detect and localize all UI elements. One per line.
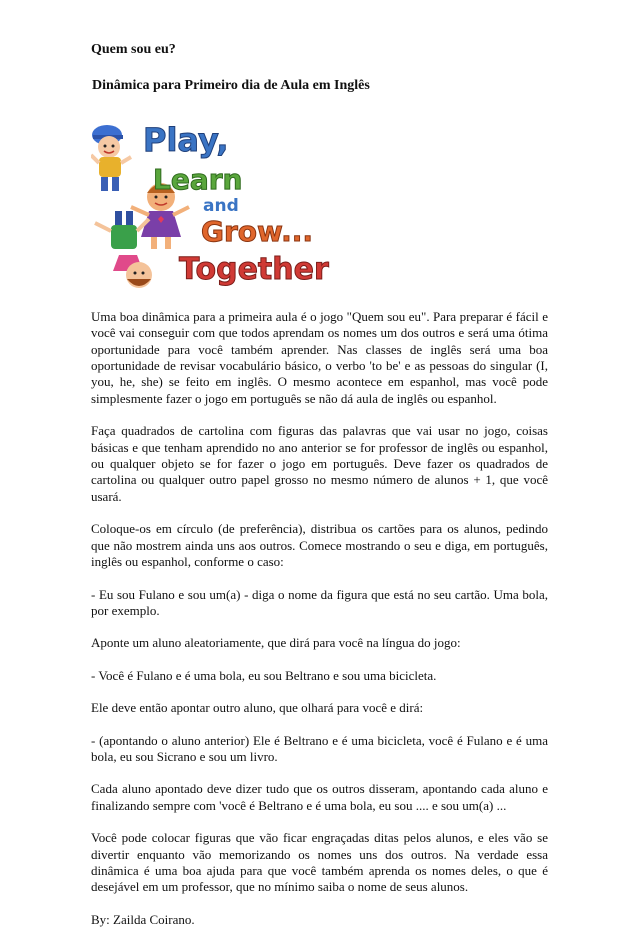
paragraph-example-2: - Você é Fulano e é uma bola, eu sou Beltrano e sou uma bicicleta. [91,667,437,683]
author-signature: By: Zailda Coirano. [91,911,195,927]
word-and: and [203,195,239,216]
word-learn: Learn [153,162,243,196]
document-page [91,30,548,928]
paragraph-example-1: - Eu sou Fulano e sou um(a) - diga o nome da figura que está no seu cartão. Uma bola, por exemplo. [91,586,548,618]
paragraph-example-3: - (apontando o aluno anterior) Ele é Beltrano e é uma bicicleta, você é Fulano e é uma bola, eu sou Sicrano e sou um livro. [91,732,548,764]
word-grow: Grow... [201,214,314,248]
word-together: Together! [179,251,331,287]
paragraph-conclusion: Você pode colocar figuras que vão ficar engraçadas ditas pelos alunos, e eles vão se divertir enquanto vão memorizando os nomes uns dos outros. Na verdade essa dinâmica é uma boa ajuda para que você também aprenda os nomes deles, o que é desejável em um professor, que no mínimo saiba o nome de seus alunos. [91,830,548,895]
word-play: Play, [143,120,229,159]
kid-green-shirt-icon [95,211,152,288]
paragraph-circle: Coloque-os em círculo (de preferência), distribua os cartões para os alunos, pedindo que não mostrem ainda uns aos outros. Comece mostrando o seu e diga, em português, inglês ou espanhol, conforme o caso: [91,521,548,570]
paragraph-each-student: Cada aluno apontado deve dizer tudo que os outros disseram, apontando cada aluno e finalizando sempre com 'você é Beltrano e é uma bola, eu sou .... e sou um(a) ... [91,781,548,813]
document-title: Quem sou eu? [91,42,176,57]
paragraph-point-student: Aponte um aluno aleatoriamente, que dirá para você na língua do jogo: [91,635,461,651]
kids-clipart-image [91,115,331,295]
kid-blue-cap-icon [91,125,131,191]
paragraph-next-student: Ele deve então apontar outro aluno, que olhará para você e dirá: [91,700,424,716]
paragraph-intro: Uma boa dinâmica para a primeira aula é o jogo "Quem sou eu". Para preparar é fácil e você vai conseguir com que todos aprendam os nomes um dos outros e será uma ótima oportunidade para você também aprender. Nas classes de inglês será uma boa oportunidade de revisar vocabulário básico, o verbo 'to be' e as pessoas do singular (I, you, he, she) se feito em inglês. O mesmo acontece em espanhol, mas você pode simplesmente fazer o jogo em português se não dá aula de inglês ou espanhol. [91,308,548,406]
document-subtitle: Dinâmica para Primeiro dia de Aula em Inglês [92,78,370,94]
paragraph-materials: Faça quadrados de cartolina com figuras das palavras que vai usar no jogo, coisas básicas e que tenham aprendido no ano anterior se for professor de inglês ou espanhol, ou qualquer objeto se for fazer o jogo em português. Deve fazer os quadrados de cartolina ou qualquer outro papel grosso no mesmo número de alunos + 1, que você usará. [91,423,548,504]
play-learn-grow-illustration [91,115,331,295]
